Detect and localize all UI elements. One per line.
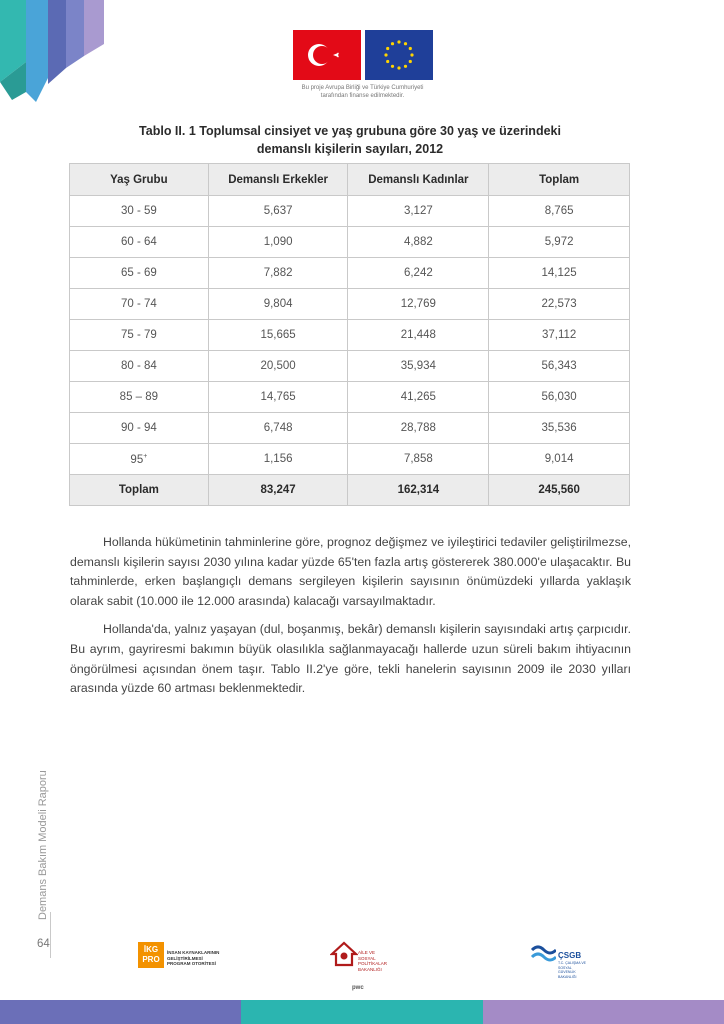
- turkey-flag-icon: [293, 30, 361, 80]
- total-label: Toplam: [70, 475, 209, 506]
- table-row: [70, 227, 630, 258]
- ikg-pro-logo: [138, 942, 164, 968]
- table-row: [70, 320, 630, 351]
- table-row: [70, 351, 630, 382]
- paragraph-1: Hollanda hükümetinin tahminlerine göre, prognoz değişmez ve iyileştirici tedaviler geliştirilmezse, demanslı kişilerin sayısı 2030 yılına kadar yüzde 65'ten fazla artış göstererek 380.000'e ulaşacaktır. Bu tahminlerde, erken başlangıçlı demans sergileyen kişilerin sayısının önümüzdeki yıllarda yaklaşık olarak sabit (10.000 ile 12.000 arasında) kalacağı varsayılmaktadır.: [70, 535, 631, 608]
- pwc-logo: pwc: [352, 985, 364, 991]
- table-header-row: [70, 164, 630, 196]
- cell-age-text: 95: [130, 453, 144, 466]
- table-total-row: [70, 475, 630, 506]
- table-row: [70, 196, 630, 227]
- corner-decoration: [0, 0, 110, 110]
- table-row: [70, 413, 630, 444]
- cell-total: 14,125: [489, 258, 630, 289]
- table-row: [70, 289, 630, 320]
- cell-age-sup: +: [143, 452, 148, 460]
- cell-total: 37,112: [489, 320, 630, 351]
- eu-flag-icon: [365, 30, 433, 80]
- cell-women: 35,934: [348, 351, 489, 382]
- cell-women: 4,882: [348, 227, 489, 258]
- cell-total: 5,972: [489, 227, 630, 258]
- table-title-line-1: Tablo II. 1 Toplumsal cinsiyet ve yaş grubuna göre 30 yaş ve üzerindeki: [139, 124, 561, 138]
- cell-men: 1,090: [208, 227, 348, 258]
- cell-age: 90 - 94: [70, 413, 209, 444]
- csgb-logo: ÇSGB: [558, 951, 582, 960]
- page-number: 64: [37, 938, 50, 950]
- ikg-pro-logo-text: İKG PRO: [142, 945, 160, 964]
- ministry-caption: AİLE VE SOSYAL POLİTİKALAR BAKANLIĞI: [358, 950, 388, 972]
- funding-note: Bu proje Avrupa Birliği ve Türkiye Cumhuriyeti tarafından finanse edilmektedir.: [301, 85, 424, 99]
- footer-bar-segment: [483, 1000, 724, 1024]
- cell-total: 8,765: [489, 196, 630, 227]
- cell-age: 30 - 59: [70, 196, 209, 227]
- report-title: Demans Bakım Modeli Raporu: [37, 770, 49, 920]
- cell-women: 3,127: [348, 196, 489, 227]
- table-title-line-2: demanslı kişilerin sayıları, 2012: [256, 142, 444, 156]
- cell-women: 7,858: [348, 444, 489, 475]
- cell-men: 9,804: [208, 289, 348, 320]
- header-women: Demanslı Kadınlar: [348, 164, 489, 196]
- cell-total: 56,030: [489, 382, 630, 413]
- cell-women: 41,265: [348, 382, 489, 413]
- paragraph-2: Hollanda'da, yalnız yaşayan (dul, boşanmış, bekâr) demanslı kişilerin sayısındaki artış çarpıcıdır. Bu ayrım, gayriresmi bakımın büyük olasılıkla sağlanmayacağı hallerde uzun süreli bakım ihtiyacının öngörülmesi açısından önem taşır. Tablo II.2'ye göre, tekli hanelerin sayısının 2009 ile 2030 yılları arasında yüzde 60 artması beklenmektedir.: [70, 622, 631, 696]
- cell-age: 80 - 84: [70, 351, 209, 382]
- cell-total: 22,573: [489, 289, 630, 320]
- ministry-logo-icon: [330, 940, 358, 968]
- total-women: 162,314: [348, 475, 489, 506]
- cell-age: 75 - 79: [70, 320, 209, 351]
- cell-total: 56,343: [489, 351, 630, 382]
- footer-bar-segment: [241, 1000, 482, 1024]
- cell-men: 14,765: [208, 382, 348, 413]
- cell-age: 60 - 64: [70, 227, 209, 258]
- cell-age: 65 - 69: [70, 258, 209, 289]
- cell-age: [70, 444, 209, 475]
- dementia-table: [69, 163, 630, 506]
- cell-women: 12,769: [348, 289, 489, 320]
- total-men: 83,247: [208, 475, 348, 506]
- header-age-group: Yaş Grubu: [70, 164, 209, 196]
- cell-age: 70 - 74: [70, 289, 209, 320]
- total-all: 245,560: [489, 475, 630, 506]
- cell-women: 28,788: [348, 413, 489, 444]
- header-total: Toplam: [489, 164, 630, 196]
- footer-bar-segment: [0, 1000, 241, 1024]
- cell-men: 15,665: [208, 320, 348, 351]
- cell-women: 6,242: [348, 258, 489, 289]
- cell-age: 85 – 89: [70, 382, 209, 413]
- csgb-caption: T.C. ÇALIŞMA VE SOSYAL GÜVENLİK BAKANLIĞI: [558, 961, 587, 979]
- cell-men: 6,748: [208, 413, 348, 444]
- cell-total: 35,536: [489, 413, 630, 444]
- cell-men: 5,637: [208, 196, 348, 227]
- cell-total: 9,014: [489, 444, 630, 475]
- table-row: [70, 382, 630, 413]
- cell-men: 20,500: [208, 351, 348, 382]
- table-title: [70, 122, 630, 158]
- body-text: [70, 533, 631, 708]
- csgb-logo-icon: [530, 944, 556, 962]
- footer-color-bar: [0, 1000, 724, 1024]
- header-men: Demanslı Erkekler: [208, 164, 348, 196]
- ikg-pro-caption: İNSAN KAYNAKLARININ GELİŞTİRİLMESİ PROGRAM OTORİTESİ: [167, 950, 220, 966]
- table-row: [70, 444, 630, 475]
- funding-logo-block: [290, 30, 435, 100]
- sidebar-divider: [50, 912, 51, 958]
- table-row: [70, 258, 630, 289]
- cell-women: 21,448: [348, 320, 489, 351]
- cell-men: 7,882: [208, 258, 348, 289]
- cell-men: 1,156: [208, 444, 348, 475]
